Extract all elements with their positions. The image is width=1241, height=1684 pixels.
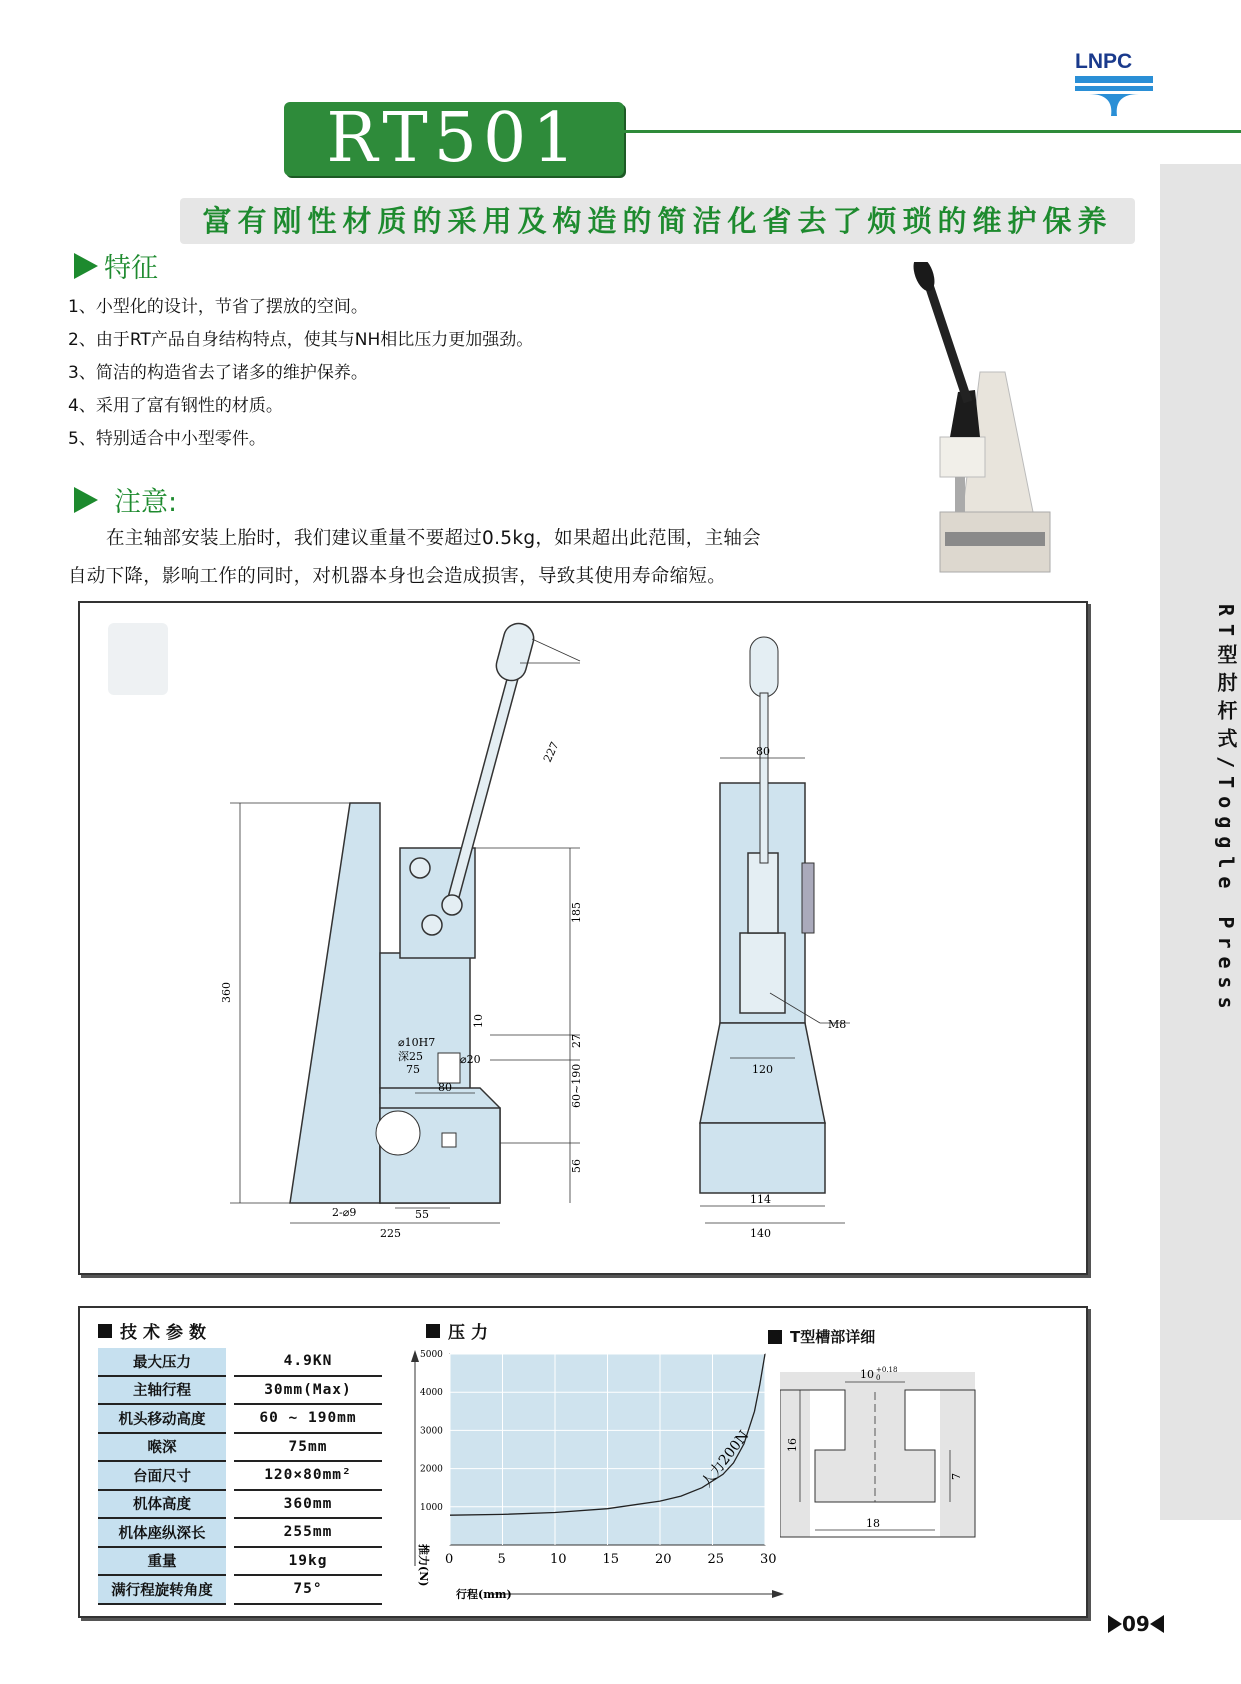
x-tick-label: 0	[445, 1552, 454, 1567]
dim-front-140: 140	[750, 1227, 771, 1240]
y-axis-label: 推力(N)	[417, 1544, 430, 1587]
spec-key: 机体座纵深长	[98, 1518, 230, 1547]
feature-item: 3、简洁的构造省去了诸多的维护保养。	[68, 363, 368, 383]
x-tick-label: 30	[760, 1552, 777, 1567]
tslot-heading	[768, 1326, 875, 1347]
title-banner	[284, 99, 624, 178]
tslot-dim-width: 10	[860, 1368, 874, 1381]
dim-55: 55	[415, 1208, 429, 1221]
x-tick-label: 10	[550, 1552, 567, 1567]
tslot-dim-tol-upper: +0.18	[876, 1366, 898, 1374]
features-list	[68, 291, 868, 456]
table-row	[98, 1518, 382, 1547]
y-tick-label: 2000	[420, 1464, 443, 1475]
notice-line-1: 在主轴部安装上胎时，我们建议重量不要超过0.5kg，如果超出此范围，主轴会	[106, 528, 761, 549]
spec-value: 120×80mm²	[230, 1461, 382, 1490]
spec-value: 60 ~ 190mm	[230, 1404, 382, 1433]
dim-bore: ⌀10H7	[398, 1036, 436, 1049]
square-bullet-icon	[98, 1324, 112, 1338]
spec-table	[98, 1348, 382, 1605]
technical-drawing-frame	[78, 601, 1088, 1275]
page-number-text: 09	[1122, 1612, 1150, 1636]
dim-225: 225	[380, 1227, 401, 1240]
dim-front-114: 114	[750, 1193, 771, 1206]
dim-80: 80	[438, 1081, 452, 1094]
dim-227: 227	[540, 739, 562, 765]
spec-heading	[98, 1318, 212, 1343]
spec-key: 台面尺寸	[98, 1461, 230, 1490]
spec-key: 最大压力	[98, 1348, 230, 1376]
spec-key: 满行程旋转角度	[98, 1575, 230, 1604]
spec-value: 75°	[230, 1575, 382, 1604]
slogan-text: 富有刚性材质的采用及构造的简洁化省去了烦琐的维护保养	[202, 204, 1113, 238]
title-rule	[624, 130, 1241, 133]
dim-front-80: 80	[756, 745, 770, 758]
dim-throat: 75	[406, 1063, 420, 1076]
lnpc-logo	[1075, 50, 1155, 118]
side-category-label: RT型肘杆式/Toggle Press	[1214, 604, 1238, 1017]
table-row	[98, 1461, 382, 1490]
spec-value: 75mm	[230, 1433, 382, 1462]
dim-shaft: ⌀20	[460, 1053, 481, 1066]
spec-key: 主轴行程	[98, 1376, 230, 1405]
pressure-heading-text: 压力	[448, 1323, 494, 1343]
logo-mark-icon	[1075, 74, 1155, 118]
table-row	[98, 1433, 382, 1462]
x-tick-label: 5	[497, 1552, 506, 1567]
tslot-dim-tol-lower: 0	[876, 1374, 881, 1382]
spec-value: 19kg	[230, 1547, 382, 1576]
spec-key: 喉深	[98, 1433, 230, 1462]
x-tick-label: 20	[655, 1552, 672, 1567]
dim-185: 185	[570, 902, 583, 923]
feature-item: 2、由于RT产品自身结构特点，使其与NH相比压力更加强劲。	[68, 330, 534, 350]
technical-drawing	[80, 603, 1086, 1273]
table-row	[98, 1490, 382, 1519]
features-heading-text: 特征	[104, 253, 158, 284]
tslot-dim-18: 18	[866, 1517, 880, 1530]
table-row	[98, 1348, 382, 1376]
table-row	[98, 1575, 382, 1604]
tslot-heading-text: T型槽部详细	[790, 1328, 876, 1346]
triangle-right-icon	[1108, 1615, 1122, 1633]
y-tick-label: 5000	[420, 1350, 443, 1360]
y-tick-label: 4000	[420, 1388, 443, 1399]
table-row	[98, 1404, 382, 1433]
x-tick-label: 25	[707, 1552, 725, 1567]
spec-value: 255mm	[230, 1518, 382, 1547]
dim-60-190: 60~190	[570, 1063, 583, 1108]
dim-depth: 深25	[398, 1050, 423, 1063]
triangle-left-icon	[1150, 1615, 1164, 1633]
feature-item: 4、采用了富有钢性的材质。	[68, 396, 283, 416]
logo-text: LNPC	[1075, 50, 1133, 73]
dim-56: 56	[570, 1159, 583, 1173]
features-heading	[74, 246, 158, 285]
tslot-dim-7: 7	[950, 1473, 963, 1480]
dim-360: 360	[220, 982, 233, 1003]
spec-heading-text: 技术参数	[120, 1323, 212, 1343]
dim-front-120: 120	[752, 1063, 773, 1076]
notice-heading-text: 注意:	[114, 487, 178, 518]
y-tick-label: 1000	[420, 1502, 443, 1513]
table-row	[98, 1376, 382, 1405]
square-bullet-icon	[768, 1330, 782, 1344]
chart-annotation: 人力200N	[698, 1427, 753, 1491]
notice-heading	[74, 480, 177, 519]
triangle-bullet-icon	[74, 253, 98, 279]
dim-27: 27	[570, 1034, 583, 1048]
page-number	[1108, 1612, 1164, 1636]
slogan-banner	[180, 198, 1135, 244]
notice-line-2: 自动下降，影响工作的同时，对机器本身也会造成损害，导致其使用寿命缩短。	[68, 566, 727, 587]
product-photo	[900, 262, 1080, 582]
page-title: RT501	[326, 99, 582, 178]
spec-key: 机头移动高度	[98, 1404, 230, 1433]
spec-value: 360mm	[230, 1490, 382, 1519]
dim-10: 10	[472, 1014, 485, 1028]
spec-key: 重量	[98, 1547, 230, 1576]
x-axis-label: 行程(mm)	[456, 1588, 512, 1601]
tslot-detail	[780, 1352, 980, 1552]
spec-panel	[78, 1306, 1088, 1618]
dim-front-m8: M8	[828, 1018, 847, 1031]
spec-key: 机体高度	[98, 1490, 230, 1519]
side-category-tab	[1160, 164, 1241, 1520]
triangle-bullet-icon	[74, 487, 98, 513]
y-tick-label: 3000	[420, 1426, 443, 1437]
feature-item: 1、小型化的设计，节省了摆放的空间。	[68, 297, 368, 317]
x-arrow-head-icon	[772, 1590, 784, 1598]
tslot-dim-depth: 16	[786, 1438, 799, 1452]
spec-value: 30mm(Max)	[230, 1376, 382, 1405]
x-tick-label: 15	[602, 1552, 620, 1567]
feature-item: 5、特别适合中小型零件。	[68, 429, 266, 449]
table-row	[98, 1547, 382, 1576]
spec-value: 4.9KN	[230, 1348, 382, 1376]
y-arrow-head-icon	[411, 1350, 419, 1362]
dim-holes: 2-⌀9	[332, 1206, 357, 1219]
